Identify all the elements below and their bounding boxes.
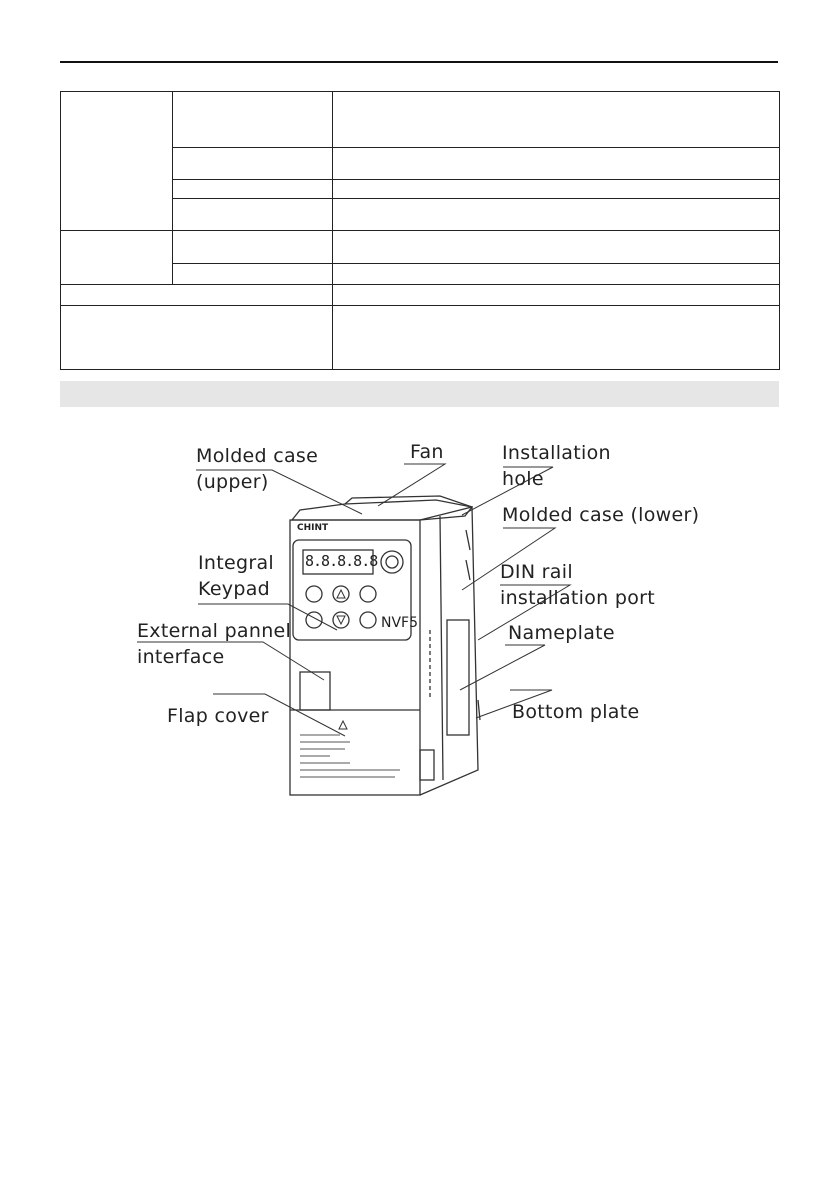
table-cell xyxy=(173,264,333,285)
callout-integral-keypad: Integral Keypad xyxy=(198,552,274,600)
table-cell xyxy=(61,306,333,370)
callout-installation-hole: Installation hole xyxy=(502,442,611,490)
table-row xyxy=(61,285,780,306)
table-cell xyxy=(173,199,333,231)
spec-table xyxy=(60,91,780,370)
inverter-drawing xyxy=(0,420,839,810)
callout-external-panel: External pannel interface xyxy=(137,620,292,668)
callout-molded-case-lower: Molded case (lower) xyxy=(502,504,700,526)
external-panel-interface xyxy=(300,672,330,710)
table-cell xyxy=(333,148,780,180)
set-button xyxy=(360,586,376,602)
table-cell xyxy=(173,92,333,148)
table-cell xyxy=(61,92,173,231)
callout-fan: Fan xyxy=(410,441,444,463)
prg-button xyxy=(306,586,322,602)
table-cell xyxy=(333,306,780,370)
table-cell xyxy=(173,148,333,180)
table-cell xyxy=(333,231,780,264)
table-cell xyxy=(173,180,333,199)
table-cell xyxy=(61,285,333,306)
table-cell xyxy=(333,199,780,231)
display-digits: 8.8.8.8.8 xyxy=(305,552,378,570)
table-cell xyxy=(333,285,780,306)
callout-din-rail: DIN rail installation port xyxy=(500,561,655,609)
table-row xyxy=(61,92,780,148)
header-rule xyxy=(60,61,778,63)
table-row xyxy=(61,231,780,264)
callout-bottom-plate: Bottom plate xyxy=(512,701,640,723)
product-figure xyxy=(0,420,839,810)
table-cell xyxy=(173,231,333,264)
model-label: NVF5 xyxy=(381,615,419,631)
potentiometer-knob xyxy=(381,551,403,573)
table-cell xyxy=(333,264,780,285)
bottom-terminal xyxy=(420,750,434,780)
up-button xyxy=(333,586,349,602)
section-heading-bar xyxy=(60,381,779,407)
brand-logo: CHINT xyxy=(297,523,329,533)
nameplate xyxy=(447,620,469,735)
callout-molded-case-upper: Molded case (upper) xyxy=(196,445,319,493)
callout-nameplate: Nameplate xyxy=(508,622,615,644)
stop-button xyxy=(360,612,376,628)
table-row xyxy=(61,306,780,370)
table-cell xyxy=(333,92,780,148)
table-cell xyxy=(61,231,173,285)
callout-flap-cover: Flap cover xyxy=(167,705,269,727)
down-button xyxy=(333,612,349,628)
table-cell xyxy=(333,180,780,199)
